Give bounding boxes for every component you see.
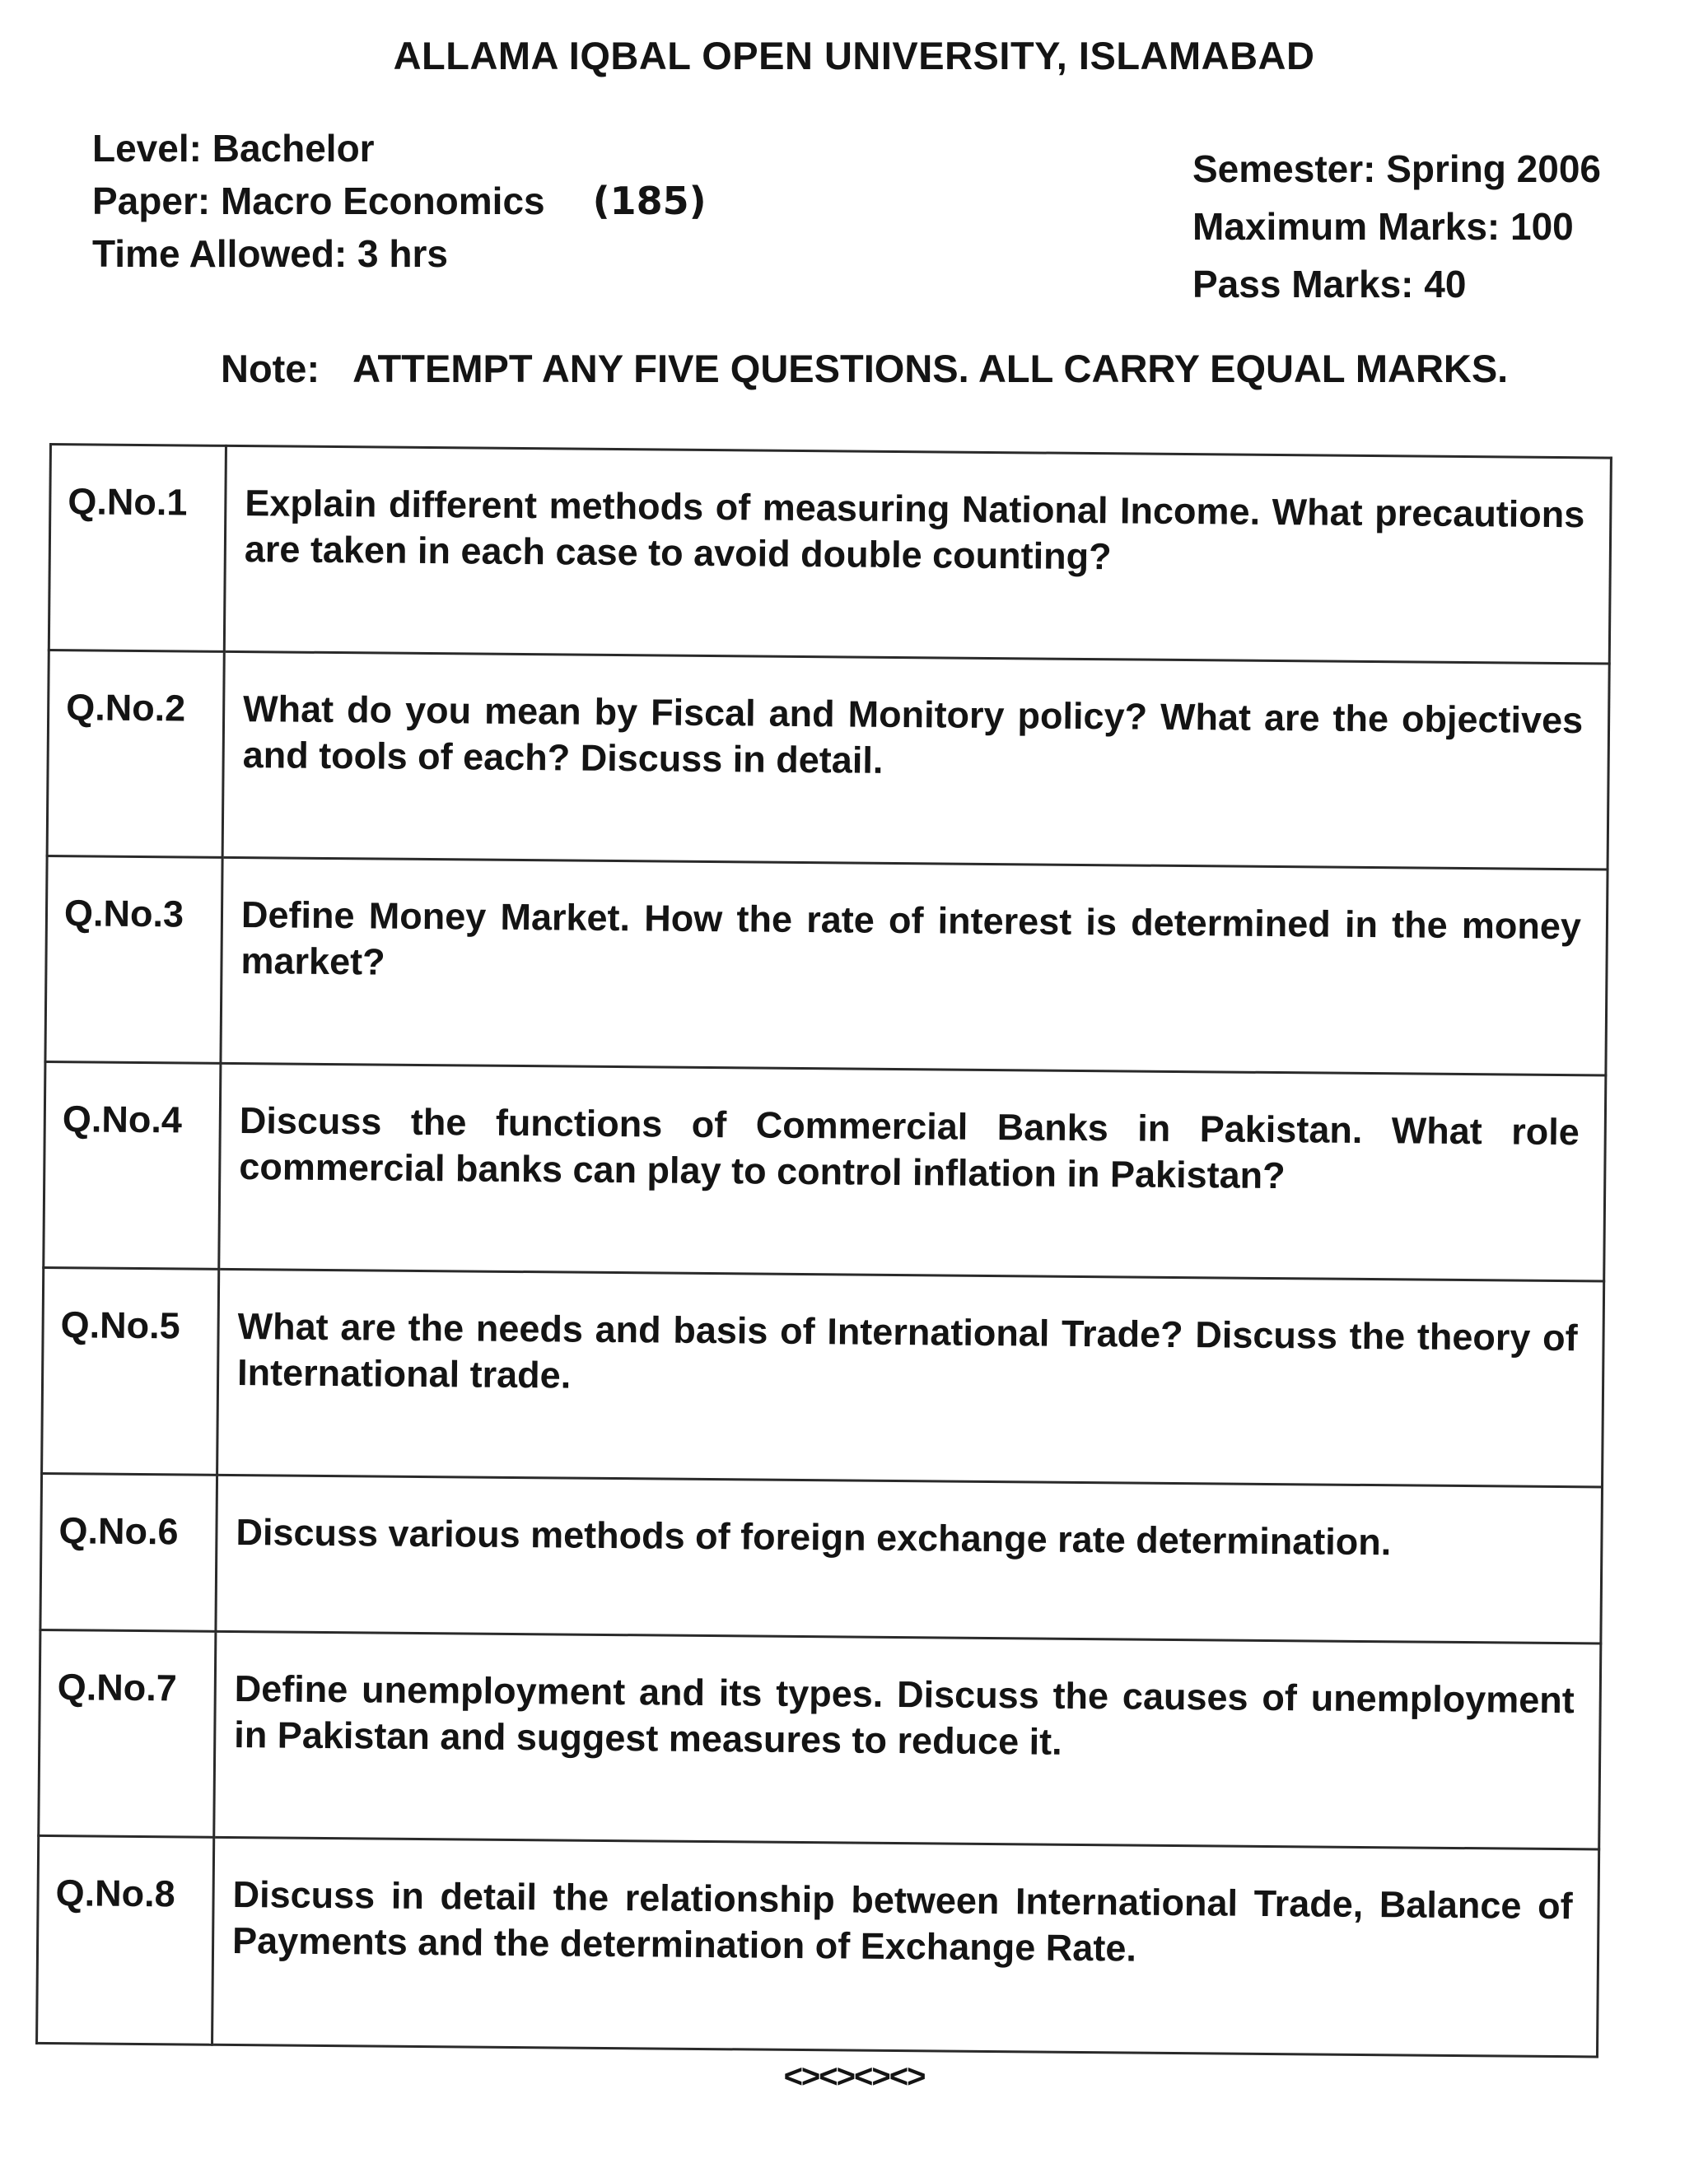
question-row <box>39 1629 1601 1849</box>
pass-marks-line: Pass Marks: 40 <box>1192 263 1467 305</box>
paper-info-right <box>1192 140 1601 313</box>
note-label: Note: <box>221 347 320 390</box>
question-number: Q.No.3 <box>45 856 222 1063</box>
question-text: Discuss in detail the relationship between International Trade, Balance of Payments and the determination of Exchange Rate. <box>212 1837 1599 2057</box>
question-text: What are the needs and basis of International Trade? Discuss the theory of International trade. <box>217 1269 1604 1487</box>
instructions-note <box>221 346 1508 391</box>
question-row <box>45 856 1608 1075</box>
paper-info-left <box>92 122 707 280</box>
paper-code: (185) <box>592 179 707 223</box>
question-number: Q.No.4 <box>44 1061 221 1269</box>
note-text: ATTEMPT ANY FIVE QUESTIONS. ALL CARRY EQUAL MARKS. <box>352 347 1509 390</box>
question-number: Q.No.7 <box>39 1629 216 1837</box>
question-row <box>37 1835 1599 2057</box>
question-text: Explain different methods of measuring National Income. What precautions are taken in each case to avoid double counting? <box>224 445 1611 664</box>
time-allowed-line: Time Allowed: 3 hrs <box>92 232 448 275</box>
max-marks-line: Maximum Marks: 100 <box>1192 205 1574 248</box>
question-text: Define Money Market. How the rate of interest is determined in the money market? <box>221 857 1608 1075</box>
paper-name: Paper: Macro Economics <box>92 180 545 222</box>
question-number: Q.No.5 <box>42 1267 219 1475</box>
semester-line: Semester: Spring 2006 <box>1192 147 1602 190</box>
question-number: Q.No.2 <box>47 650 224 858</box>
questions-table <box>35 443 1612 2058</box>
question-row <box>42 1267 1604 1487</box>
university-title: ALLAMA IQBAL OPEN UNIVERSITY, ISLAMABAD <box>393 34 1315 77</box>
question-row <box>44 1061 1606 1281</box>
question-number: Q.No.8 <box>37 1835 214 2044</box>
paper-line <box>92 175 707 227</box>
level-line: Level: Bachelor <box>92 127 375 170</box>
question-row <box>40 1473 1603 1643</box>
question-number: Q.No.6 <box>40 1473 217 1631</box>
question-text: Define unemployment and its types. Discuss the causes of unemployment in Pakistan and suggest measures to reduce it. <box>214 1631 1601 1849</box>
question-text: Discuss the functions of Commercial Banks in Pakistan. What role commercial banks can play to control inflation in Pakistan? <box>219 1063 1606 1281</box>
question-text: Discuss various methods of foreign exchange rate determination. <box>216 1475 1603 1643</box>
question-row <box>47 650 1609 870</box>
end-of-paper-mark: <><><><> <box>783 2058 925 2095</box>
question-number: Q.No.1 <box>49 445 226 652</box>
question-text: What do you mean by Fiscal and Monitory policy? What are the objectives and tools of each? Discuss in detail. <box>222 651 1609 870</box>
question-row <box>49 445 1611 664</box>
